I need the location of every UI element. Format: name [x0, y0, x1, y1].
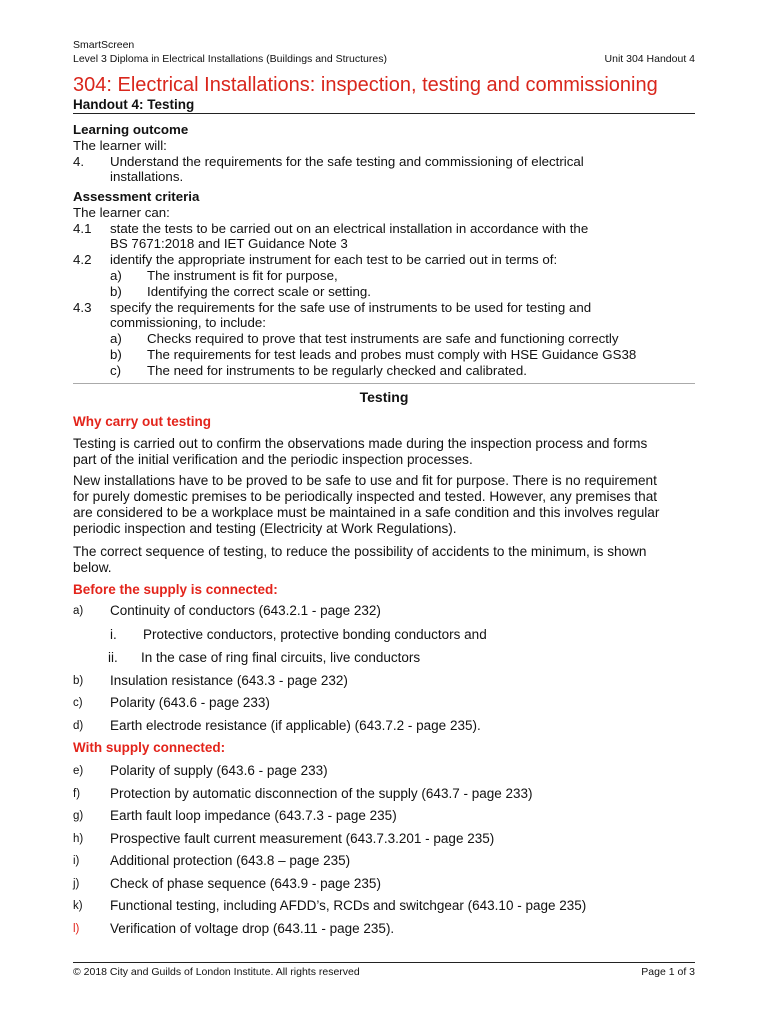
list-text: Prospective fault current measurement (643.7.3.201 - page 235): [110, 831, 495, 846]
criterion-sub-item: [73, 268, 695, 284]
sub-text: The requirements for test leads and probes must comply with HSE Guidance GS38: [147, 346, 637, 362]
header-brand: SmartScreen: [73, 39, 135, 51]
footer-copyright: © 2018 City and Guilds of London Institute. All rights reserved: [73, 966, 360, 978]
criterion-sub-item: [73, 284, 695, 300]
list-marker: i.: [110, 627, 117, 642]
list-item: [73, 898, 586, 914]
criterion-text-cont: BS 7671:2018 and IET Guidance Note 3: [110, 236, 348, 252]
header-course: Level 3 Diploma in Electrical Installations (Buildings and Structures): [73, 52, 387, 65]
outcome-text: Understand the requirements for the safe testing and commissioning of electrical: [110, 153, 584, 169]
list-marker: g): [73, 810, 84, 822]
page-footer: [73, 966, 695, 978]
list-marker: f): [73, 788, 81, 800]
list-text: Protection by automatic disconnection of the supply (643.7 - page 233): [110, 786, 533, 801]
page-subtitle: Handout 4: Testing: [73, 96, 695, 114]
list-text: Earth electrode resistance (if applicable) (643.7.2 - page 235).: [110, 718, 481, 733]
header-unit-ref: Unit 304 Handout 4: [604, 52, 695, 65]
sub-marker: b): [110, 283, 122, 299]
sub-marker: a): [110, 267, 122, 283]
sub-marker: c): [110, 362, 122, 378]
paragraph-line: New installations have to be proved to be safe to use and fit for purpose. There is no requirement: [73, 473, 657, 488]
list-item: [73, 808, 397, 824]
list-item: [73, 673, 348, 689]
criterion-sub-item: [73, 347, 695, 363]
list-item: [73, 876, 381, 892]
list-text: Polarity of supply (643.6 - page 233): [110, 763, 328, 778]
outcome-item: [73, 154, 695, 170]
running-header: [73, 39, 695, 66]
section-divider: [73, 383, 695, 384]
criterion-number: 4.1: [73, 220, 92, 236]
roman-list-item: [108, 650, 420, 666]
paragraph-line: periodic inspection and testing (Electricity at Work Regulations).: [73, 521, 457, 536]
list-marker: ii.: [108, 650, 118, 665]
list-item: [73, 695, 270, 711]
sub-marker: a): [110, 331, 122, 347]
list-item: [73, 763, 328, 779]
list-text: In the case of ring final circuits, live conductors: [141, 650, 421, 665]
paragraph-line: are considered to be a workplace must be maintained in a safe condition and this involves regular: [73, 505, 660, 520]
list-item: [73, 718, 481, 734]
criterion-text: state the tests to be carried out on an electrical installation in accordance with the: [110, 220, 589, 236]
criterion-4-3: [73, 300, 695, 316]
footer-divider: [73, 962, 695, 963]
list-text: Additional protection (643.8 – page 235): [110, 853, 351, 868]
list-text: Insulation resistance (643.3 - page 232): [110, 673, 348, 688]
list-marker: k): [73, 900, 83, 912]
with-supply-heading: With supply connected:: [73, 740, 226, 755]
sub-text: The instrument is fit for purpose,: [147, 267, 338, 283]
list-marker: i): [73, 855, 80, 867]
learning-outcome-intro: The learner will:: [73, 137, 167, 153]
sub-text: Checks required to prove that test instruments are safe and functioning correctly: [147, 331, 619, 347]
sub-text: The need for instruments to be regularly checked and calibrated.: [147, 362, 527, 378]
list-text: Check of phase sequence (643.9 - page 235): [110, 876, 381, 891]
list-item: [73, 603, 381, 619]
roman-list-item: [110, 627, 487, 643]
list-marker: e): [73, 765, 84, 777]
list-marker: a): [73, 605, 84, 617]
criterion-text: specify the requirements for the safe use of instruments to be used for testing and: [110, 299, 592, 315]
paragraph-line: The correct sequence of testing, to reduce the possibility of accidents to the minimum, is shown: [73, 544, 647, 559]
list-text: Functional testing, including AFDD’s, RCDs and switchgear (643.10 - page 235): [110, 898, 587, 913]
outcome-number: 4.: [73, 153, 85, 169]
criterion-sub-item: [73, 363, 695, 379]
list-marker: h): [73, 833, 84, 845]
why-testing-heading: Why carry out testing: [73, 414, 212, 429]
criterion-4-2: [73, 252, 695, 268]
list-item: [73, 921, 394, 937]
list-marker: b): [73, 675, 84, 687]
outcome-text-cont: installations.: [110, 169, 184, 185]
list-marker: d): [73, 720, 84, 732]
criterion-4-1: [73, 221, 695, 237]
list-item: [73, 831, 494, 847]
paragraph-line: for purely domestic premises to be periodically inspected and tested. However, any premises that: [73, 489, 658, 504]
list-marker: j): [73, 878, 80, 890]
list-text: Continuity of conductors (643.2.1 - page 232): [110, 603, 381, 618]
assessment-criteria-section: [73, 189, 695, 379]
criterion-number: 4.2: [73, 252, 92, 268]
document-page: [73, 0, 695, 1024]
assessment-heading: Assessment criteria: [73, 189, 200, 204]
criterion-text: identify the appropriate instrument for each test to be carried out in terms of:: [110, 252, 558, 268]
sub-text: Identifying the correct scale or setting.: [147, 283, 371, 299]
learning-outcome-heading: Learning outcome: [73, 122, 189, 137]
list-item: [73, 853, 350, 869]
assessment-intro: The learner can:: [73, 204, 170, 220]
list-marker: l): [73, 923, 80, 935]
learning-outcome-section: [73, 122, 695, 185]
paragraph-line: Testing is carried out to confirm the observations made during the inspection process and forms: [73, 436, 648, 451]
list-text: Polarity (643.6 - page 233): [110, 695, 270, 710]
before-supply-heading: Before the supply is connected:: [73, 582, 278, 597]
paragraph-3: [73, 544, 695, 576]
paragraph-2: [73, 473, 695, 537]
testing-heading: Testing: [359, 389, 409, 405]
list-item: [73, 786, 533, 802]
list-text: Earth fault loop impedance (643.7.3 - page 235): [110, 808, 397, 823]
criterion-sub-item: [73, 331, 695, 347]
sub-marker: b): [110, 346, 122, 362]
criterion-text-cont: commissioning, to include:: [110, 315, 266, 331]
page-title: 304: Electrical Installations: inspection, testing and commissioning: [73, 74, 658, 96]
list-text: Protective conductors, protective bonding conductors and: [143, 627, 487, 642]
paragraph-line: part of the initial verification and the periodic inspection processes.: [73, 452, 473, 467]
criterion-number: 4.3: [73, 299, 92, 315]
list-text: Verification of voltage drop (643.11 - page 235).: [110, 921, 395, 936]
footer-page-number: Page 1 of 3: [641, 966, 695, 978]
paragraph-1: [73, 436, 695, 468]
paragraph-line: below.: [73, 560, 112, 575]
list-marker: c): [73, 697, 83, 709]
